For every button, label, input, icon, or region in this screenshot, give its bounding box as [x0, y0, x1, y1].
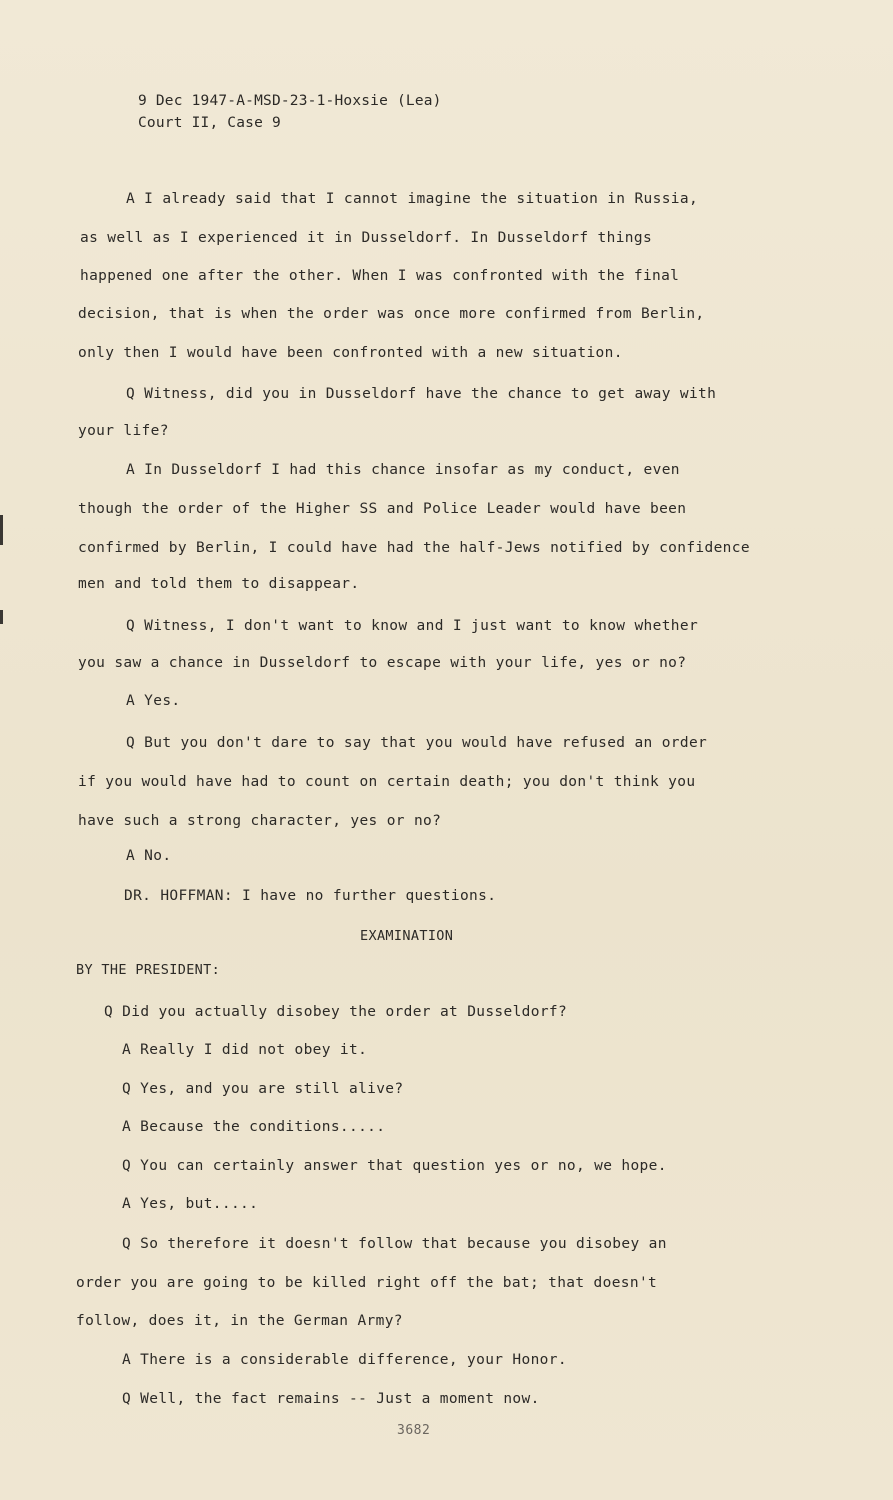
- text-line: happened one after the other. When I was confronted with the final: [80, 268, 680, 284]
- text-line: order you are going to be killed right off the bat; that doesn't: [76, 1275, 658, 1291]
- text-line: follow, does it, in the German Army?: [76, 1313, 403, 1329]
- text-line: Q Well, the fact remains -- Just a moment now.: [122, 1391, 540, 1407]
- header-court-line: Court II, Case 9: [138, 115, 281, 131]
- text-line: A Really I did not obey it.: [122, 1042, 368, 1058]
- edge-mark: [0, 515, 3, 545]
- text-line: A There is a considerable difference, your Honor.: [122, 1352, 567, 1368]
- text-line: A Yes.: [126, 693, 181, 709]
- text-line: Q But you don't dare to say that you would have refused an order: [126, 735, 708, 751]
- text-line: Q Witness, I don't want to know and I just want to know whether: [126, 618, 699, 634]
- document-header: [138, 90, 442, 134]
- section-heading: EXAMINATION: [360, 928, 454, 944]
- text-line: Q So therefore it doesn't follow that because you disobey an: [122, 1236, 667, 1252]
- text-line: you saw a chance in Dusseldorf to escape with your life, yes or no?: [78, 655, 687, 671]
- text-line: though the order of the Higher SS and Police Leader would have been: [78, 501, 687, 517]
- section-subheading: BY THE PRESIDENT:: [76, 962, 221, 978]
- edge-mark: [0, 610, 3, 624]
- text-line: Q Yes, and you are still alive?: [122, 1081, 404, 1097]
- text-line: confirmed by Berlin, I could have had the half-Jews notified by confidence: [78, 540, 750, 556]
- text-line: Q You can certainly answer that question yes or no, we hope.: [122, 1158, 667, 1174]
- text-line: A Yes, but.....: [122, 1196, 259, 1212]
- text-line: as well as I experienced it in Dusseldorf. In Dusseldorf things: [80, 230, 653, 246]
- text-line: have such a strong character, yes or no?: [78, 813, 442, 829]
- text-line: decision, that is when the order was once more confirmed from Berlin,: [78, 306, 705, 322]
- text-line: A No.: [126, 848, 172, 864]
- text-line: men and told them to disappear.: [78, 576, 360, 592]
- text-line: DR. HOFFMAN: I have no further questions.: [124, 888, 497, 904]
- text-line: Q Did you actually disobey the order at Dusseldorf?: [104, 1004, 568, 1020]
- text-line: if you would have had to count on certain death; you don't think you: [78, 774, 696, 790]
- text-line: A In Dusseldorf I had this chance insofar as my conduct, even: [126, 462, 680, 478]
- header-date-line: 9 Dec 1947-A-MSD-23-1-Hoxsie (Lea): [138, 93, 442, 109]
- page-number: 3682: [397, 1423, 431, 1438]
- text-line: A I already said that I cannot imagine the situation in Russia,: [126, 191, 699, 207]
- text-line: A Because the conditions.....: [122, 1119, 386, 1135]
- text-line: your life?: [78, 423, 169, 439]
- text-line: only then I would have been confronted with a new situation.: [78, 345, 623, 361]
- text-line: Q Witness, did you in Dusseldorf have the chance to get away with: [126, 386, 717, 402]
